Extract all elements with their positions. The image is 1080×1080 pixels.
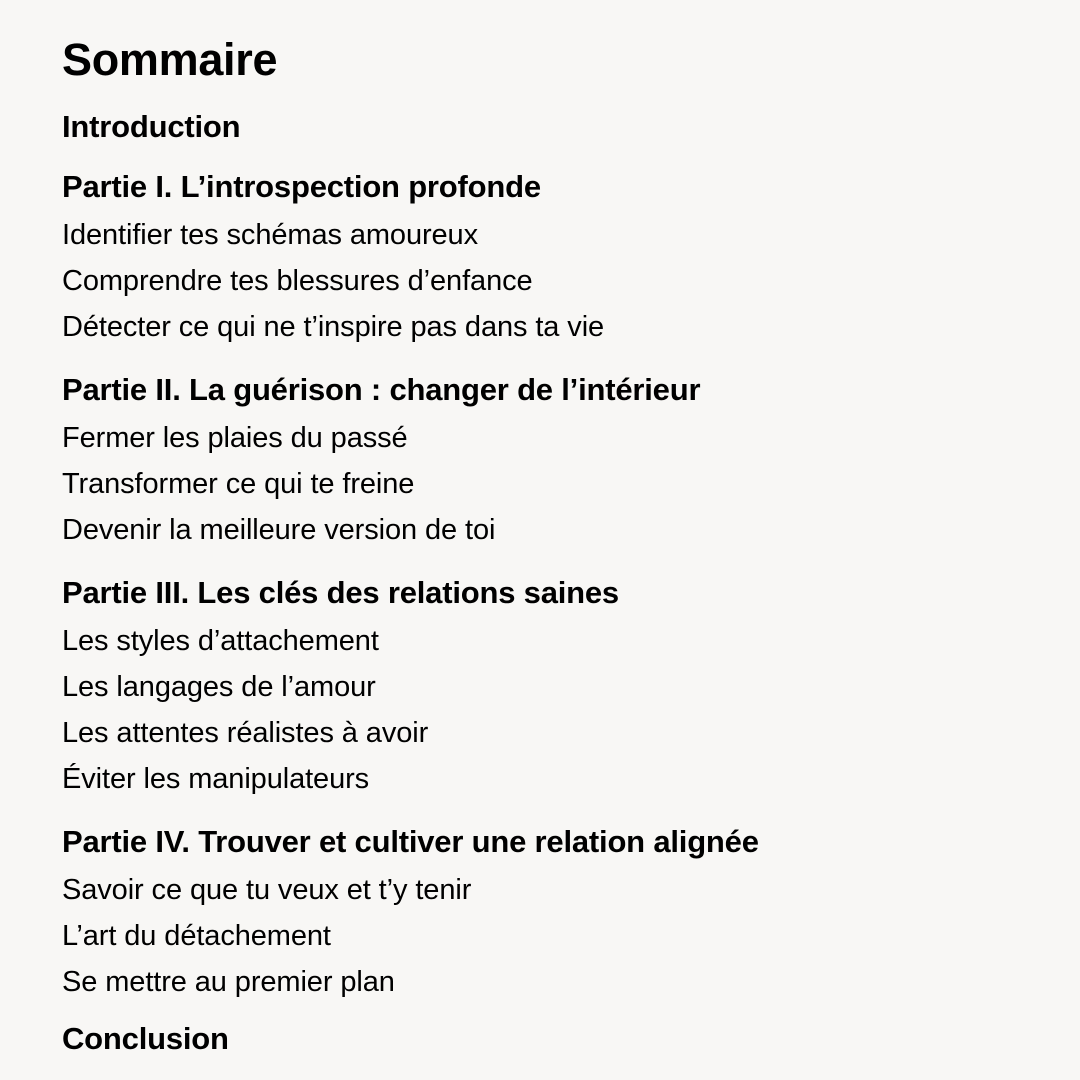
toc-item: Devenir la meilleure version de toi — [62, 514, 496, 546]
toc-item: Éviter les manipulateurs — [62, 763, 370, 795]
toc-item: Les langages de l’amour — [62, 671, 376, 703]
toc-item: Se mettre au premier plan — [62, 966, 395, 998]
toc-item: Les attentes réalistes à avoir — [62, 717, 429, 749]
table-of-contents — [62, 30, 1040, 1059]
part-heading-4: Partie IV. Trouver et cultiver une relation alignée — [62, 824, 759, 859]
toc-title: Sommaire — [62, 34, 278, 85]
toc-item: Fermer les plaies du passé — [62, 422, 408, 454]
toc-item: L’art du détachement — [62, 920, 331, 952]
toc-item: Comprendre tes blessures d’enfance — [62, 265, 533, 297]
toc-item: Les styles d’attachement — [62, 625, 379, 657]
toc-item: Savoir ce que tu veux et t’y tenir — [62, 874, 472, 906]
part-heading-1: Partie I. L’introspection profonde — [62, 169, 541, 204]
part-heading-3: Partie III. Les clés des relations saines — [62, 575, 619, 610]
toc-conclusion: Conclusion — [62, 1021, 229, 1056]
toc-introduction: Introduction — [62, 109, 241, 144]
toc-list — [62, 107, 1040, 1059]
toc-item: Détecter ce qui ne t’inspire pas dans ta vie — [62, 311, 605, 343]
toc-item: Identifier tes schémas amoureux — [62, 219, 478, 251]
toc-item: Transformer ce qui te freine — [62, 468, 415, 500]
part-heading-2: Partie II. La guérison : changer de l’intérieur — [62, 372, 701, 407]
